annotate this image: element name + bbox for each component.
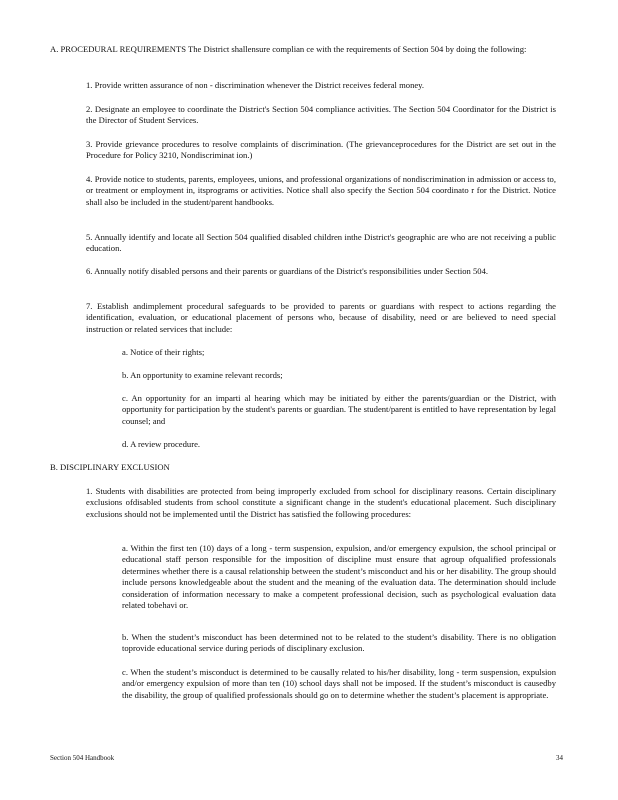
section-a-item-1: 1. Provide written assurance of non - discrimination whenever the District receives federal money. [86,80,425,90]
section-b-item-1: 1. Students with disabilities are protected from being improperly excluded from school for disciplinary reasons. Certain disciplinary exclusions ofdisabled students from school constitute a significant change in the student's educational placement. Such disciplinary exclusions should not be implemented until the District has satisfied the following procedures: [86,486,556,519]
page-number: 34 [556,754,563,762]
section-a-subitem-a: a. Notice of their rights; [122,347,205,357]
footer-title: Section 504 Handbook [50,754,115,762]
section-a-subitem-c: c. An opportunity for an imparti al hearing which may be initiated by either the parents/guardian or the District, with opportunity for participation by the student's parents or guardian. The student/parent is entitled to have representation by legal counsel; and [122,393,556,426]
section-a-subitem-b: b. An opportunity to examine relevant records; [122,370,283,380]
section-a-item-7: 7. Establish andimplement procedural safeguards to be provided to parents or guardians with respect to actions regarding the identification, evaluation, or educational placement of persons who, because of disability, need or are believed to need special instruction or related services that include: [86,301,556,334]
section-a-item-4: 4. Provide notice to students, parents, employees, unions, and professional organizations of nondiscrimination in admission or access to, or treatment or employment in, itsprograms or activities. Notice shall also specify the Section 504 coordinato r for the District. Notice shall also be included in the student/parent handbooks. [86,174,556,207]
section-a-item-6: 6. Annually notify disabled persons and their parents or guardians of the District's responsibilities under Section 504. [86,266,489,276]
section-a-item-3: 3. Provide grievance procedures to resolve complaints of discrimination. (The grievanceprocedures for the District are set out in the Procedure for Policy 3210, Nondiscriminat ion.) [86,139,556,161]
section-a-subitem-d: d. A review procedure. [122,439,201,449]
section-b-subitem-b: b. When the student’s misconduct has been determined not to be related to the student’s disability. There is no obligation toprovide educational service during periods of disciplinary exclusion. [122,632,556,654]
section-b-subitem-a: a. Within the first ten (10) days of a long - term suspension, expulsion, and/or emergency expulsion, the school principal or educational staff person responsible for the imposition of discipline must ensure that agroup ofqualified professionals determines whether there is a causal relationship between the student’s misconduct and his or her disability. The group should include persons knowledgeable about the student and the meaning of the evaluation data. The determination should include consideration of information necessary to make a competent professional decision, such as psychological evaluation data related tobehavi or. [122,543,556,611]
section-a-item-5: 5. Annually identify and locate all Section 504 qualified disabled children inthe District's geographic are who are not receiving a public education. [86,232,556,254]
section-b-subitem-c: c. When the student’s misconduct is determined to be causally related to his/her disability, long - term suspension, expulsion and/or emergency expulsion of more than ten (10) school days shall not be imposed. If the student’s misconduct is causedby the disability, the group of qualified professionals should go on to determine whether the student’s placement is appropriate. [122,667,556,700]
section-b-heading: B. DISCIPLINARY EXCLUSION [50,462,170,472]
section-a-intro: A. PROCEDURAL REQUIREMENTS The District shallensure complian ce with the requirements of Section 504 by doing the following: [50,44,527,54]
section-a-item-2: 2. Designate an employee to coordinate the District's Section 504 compliance activities. The Section 504 Coordinator for the District is the Director of Student Services. [86,104,556,126]
